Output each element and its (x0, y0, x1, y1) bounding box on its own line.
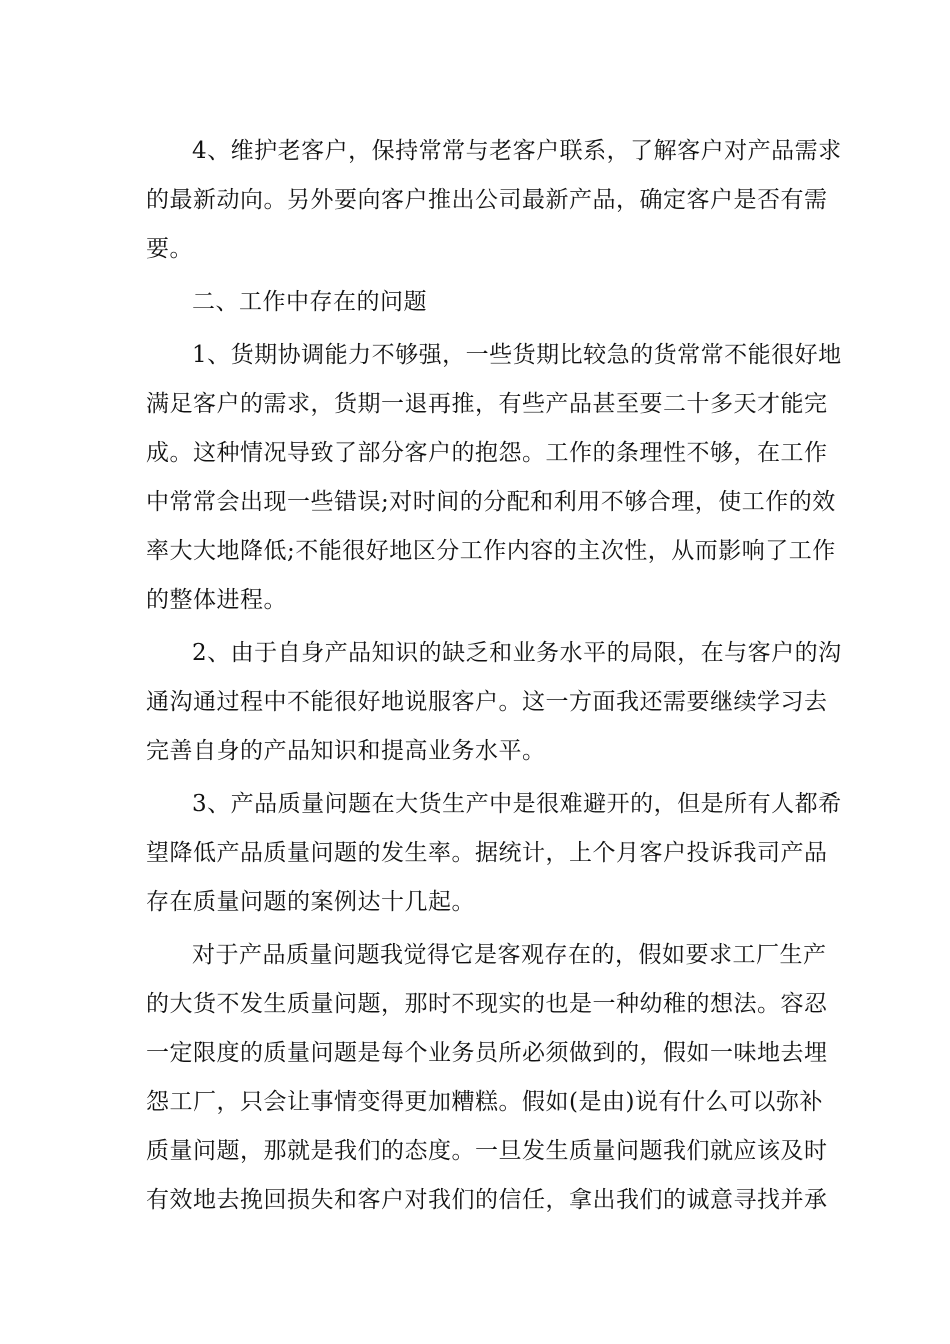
paragraph-line: 满足客户的需求，货期一退再推，有些产品甚至要二十多天才能完 (146, 391, 828, 417)
paragraph-line: 1、货期协调能力不够强，一些货期比较急的货常常不能很好地 (192, 342, 842, 368)
paragraph-line: 望降低产品质量问题的发生率。据统计，上个月客户投诉我司产品 (146, 840, 828, 866)
paragraph-line: 的大货不发生质量问题，那时不现实的也是一种幼稚的想法。容忍 (146, 991, 828, 1017)
paragraph-line: 要。 (146, 236, 193, 262)
paragraph-line: 有效地去挽回损失和客户对我们的信任，拿出我们的诚意寻找并承 (146, 1187, 828, 1213)
paragraph-line: 质量问题，那就是我们的态度。一旦发生质量问题我们就应该及时 (146, 1138, 828, 1164)
section-heading: 二、工作中存在的问题 (192, 289, 427, 315)
paragraph-line: 一定限度的质量问题是每个业务员所必须做到的，假如一味地去埋 (146, 1040, 828, 1066)
paragraph-line: 中常常会出现一些错误;对时间的分配和利用不够合理，使工作的效 (146, 489, 836, 515)
paragraph-line: 2、由于自身产品知识的缺乏和业务水平的局限，在与客户的沟 (192, 640, 842, 666)
paragraph-line: 4、维护老客户，保持常常与老客户联系，了解客户对产品需求 (192, 138, 842, 164)
paragraph-line: 通沟通过程中不能很好地说服客户。这一方面我还需要继续学习去 (146, 689, 828, 715)
paragraph-line: 率大大地降低;不能很好地区分工作内容的主次性，从而影响了工作 (146, 538, 836, 564)
paragraph-line: 存在质量问题的案例达十几起。 (146, 889, 475, 915)
paragraph-line: 完善自身的产品知识和提高业务水平。 (146, 738, 546, 764)
paragraph-line: 对于产品质量问题我觉得它是客观存在的，假如要求工厂生产 (192, 942, 827, 968)
paragraph-line: 成。这种情况导致了部分客户的抱怨。工作的条理性不够，在工作 (146, 440, 828, 466)
paragraph-line: 怨工厂，只会让事情变得更加糟糕。假如(是由)说有什么可以弥补 (146, 1089, 823, 1115)
paragraph-line: 3、产品质量问题在大货生产中是很难避开的，但是所有人都希 (192, 791, 842, 817)
paragraph-line: 的最新动向。另外要向客户推出公司最新产品，确定客户是否有需 (146, 187, 828, 213)
paragraph-line: 的整体进程。 (146, 587, 287, 613)
